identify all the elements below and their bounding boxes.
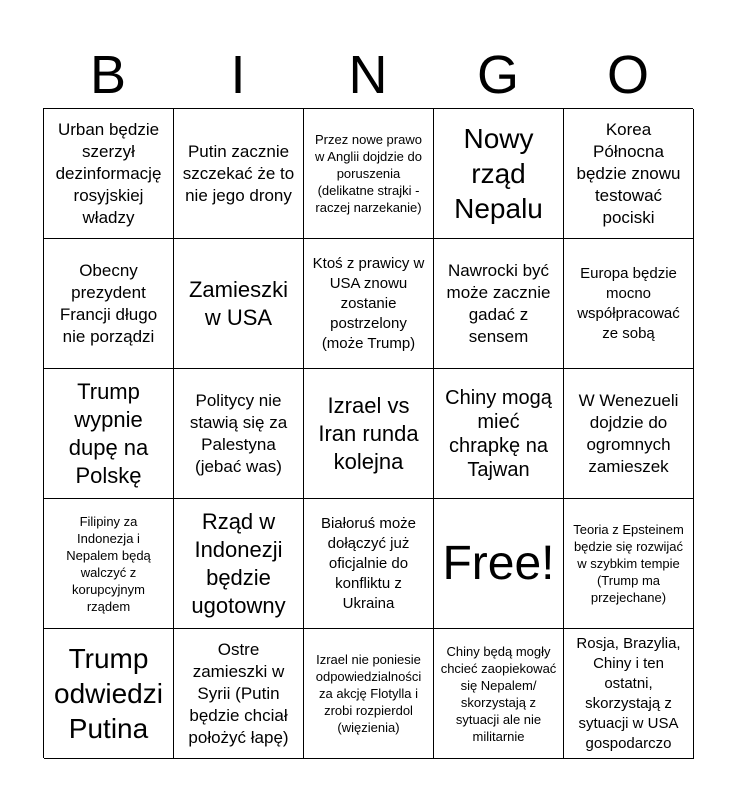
bingo-cell[interactable] xyxy=(44,629,174,759)
bingo-cell[interactable] xyxy=(304,109,434,239)
cell-text: Przez nowe prawo w Anglii dojdzie do poruszenia (delikatne strajki - raczej narzekanie) xyxy=(315,132,422,215)
bingo-cell[interactable] xyxy=(174,369,304,499)
cell-text: Politycy nie stawią się za Palestyna (jebać was) xyxy=(189,390,288,476)
bingo-cell[interactable] xyxy=(44,499,174,629)
bingo-cell[interactable] xyxy=(304,499,434,629)
cell-text: Europa będzie mocno współpracować ze sobą xyxy=(577,264,680,342)
header-letter-o: O xyxy=(606,45,649,105)
cell-text: Nowy rząd Nepalu xyxy=(454,123,543,224)
cell-text: Urban będzie szerzył dezinformację rosyjskiej władzy xyxy=(55,119,162,227)
bingo-cell[interactable] xyxy=(564,369,694,499)
cell-text: Putin zacznie szczekać że to nie jego drony xyxy=(182,141,295,205)
bingo-cell[interactable] xyxy=(434,239,564,369)
cell-text: Korea Północna będzie znowu testować pociski xyxy=(576,119,681,227)
bingo-cell[interactable] xyxy=(174,109,304,239)
bingo-cell[interactable] xyxy=(174,499,304,629)
cell-text: Zamieszki w USA xyxy=(188,276,288,330)
bingo-cell[interactable] xyxy=(304,239,434,369)
cell-text: Białoruś może dołączyć już oficjalnie do konfliktu z Ukraina xyxy=(320,514,417,612)
free-space-text: Free! xyxy=(442,536,555,590)
header-letter-b: B xyxy=(89,45,127,105)
bingo-cell[interactable] xyxy=(174,629,304,759)
bingo-cell[interactable] xyxy=(44,109,174,239)
bingo-cell[interactable] xyxy=(44,369,174,499)
bingo-cell[interactable] xyxy=(564,109,694,239)
cell-text: Rosja, Brazylia, Chiny i ten ostatni, skorzystają z sytuacji w USA gospodarczo xyxy=(576,634,681,752)
free-space-cell[interactable] xyxy=(434,499,564,629)
bingo-cell[interactable] xyxy=(434,629,564,759)
cell-text: Trump wypnie dupę na Polskę xyxy=(68,378,149,488)
cell-text: Ostre zamieszki w Syrii (Putin będzie chciał położyć łapę) xyxy=(188,639,289,747)
header-letter-n: N xyxy=(348,45,388,105)
bingo-cell[interactable] xyxy=(304,629,434,759)
bingo-cell[interactable] xyxy=(564,239,694,369)
cell-text: Rząd w Indonezji będzie ugotowny xyxy=(191,508,286,618)
header-letter-g: G xyxy=(476,45,519,105)
bingo-cell[interactable] xyxy=(434,109,564,239)
bingo-header xyxy=(43,40,693,110)
bingo-cell[interactable] xyxy=(44,239,174,369)
cell-text: Teoria z Epsteinem będzie się rozwijać w szybkim tempie (Trump ma przejechane) xyxy=(573,522,684,605)
bingo-cell[interactable] xyxy=(174,239,304,369)
bingo-cell[interactable] xyxy=(564,499,694,629)
cell-text: Nawrocki być może zacznie gadać z sensem xyxy=(446,260,551,346)
cell-text: Chiny mogą mieć chrapkę na Tajwan xyxy=(445,386,552,481)
cell-text: Trump odwiedzi Putina xyxy=(54,643,163,744)
cell-text: Izrael vs Iran runda kolejna xyxy=(318,392,419,474)
cell-text: Filipiny za Indonezja i Nepalem będą walczyć z korupcyjnym rządem xyxy=(66,513,151,614)
cell-text: W Wenezueli dojdzie do ogromnych zamieszek xyxy=(578,390,679,476)
cell-text: Izrael nie poniesie odpowiedzialności za akcję Flotylla i zrobi rozpierdol (więzienia) xyxy=(315,652,422,735)
cell-text: Chiny będą mogły chcieć zaopiekować się Nepalem/ skorzystają z sytuacji ale nie militarnie xyxy=(440,643,557,744)
bingo-cell[interactable] xyxy=(564,629,694,759)
bingo-cell[interactable] xyxy=(304,369,434,499)
bingo-grid xyxy=(43,108,693,758)
cell-text: Obecny prezydent Francji długo nie porządzi xyxy=(59,260,158,346)
cell-text: Ktoś z prawicy w USA znowu zostanie postrzelony (może Trump) xyxy=(312,254,425,352)
bingo-cell[interactable] xyxy=(434,369,564,499)
header-letter-i: I xyxy=(230,45,246,105)
